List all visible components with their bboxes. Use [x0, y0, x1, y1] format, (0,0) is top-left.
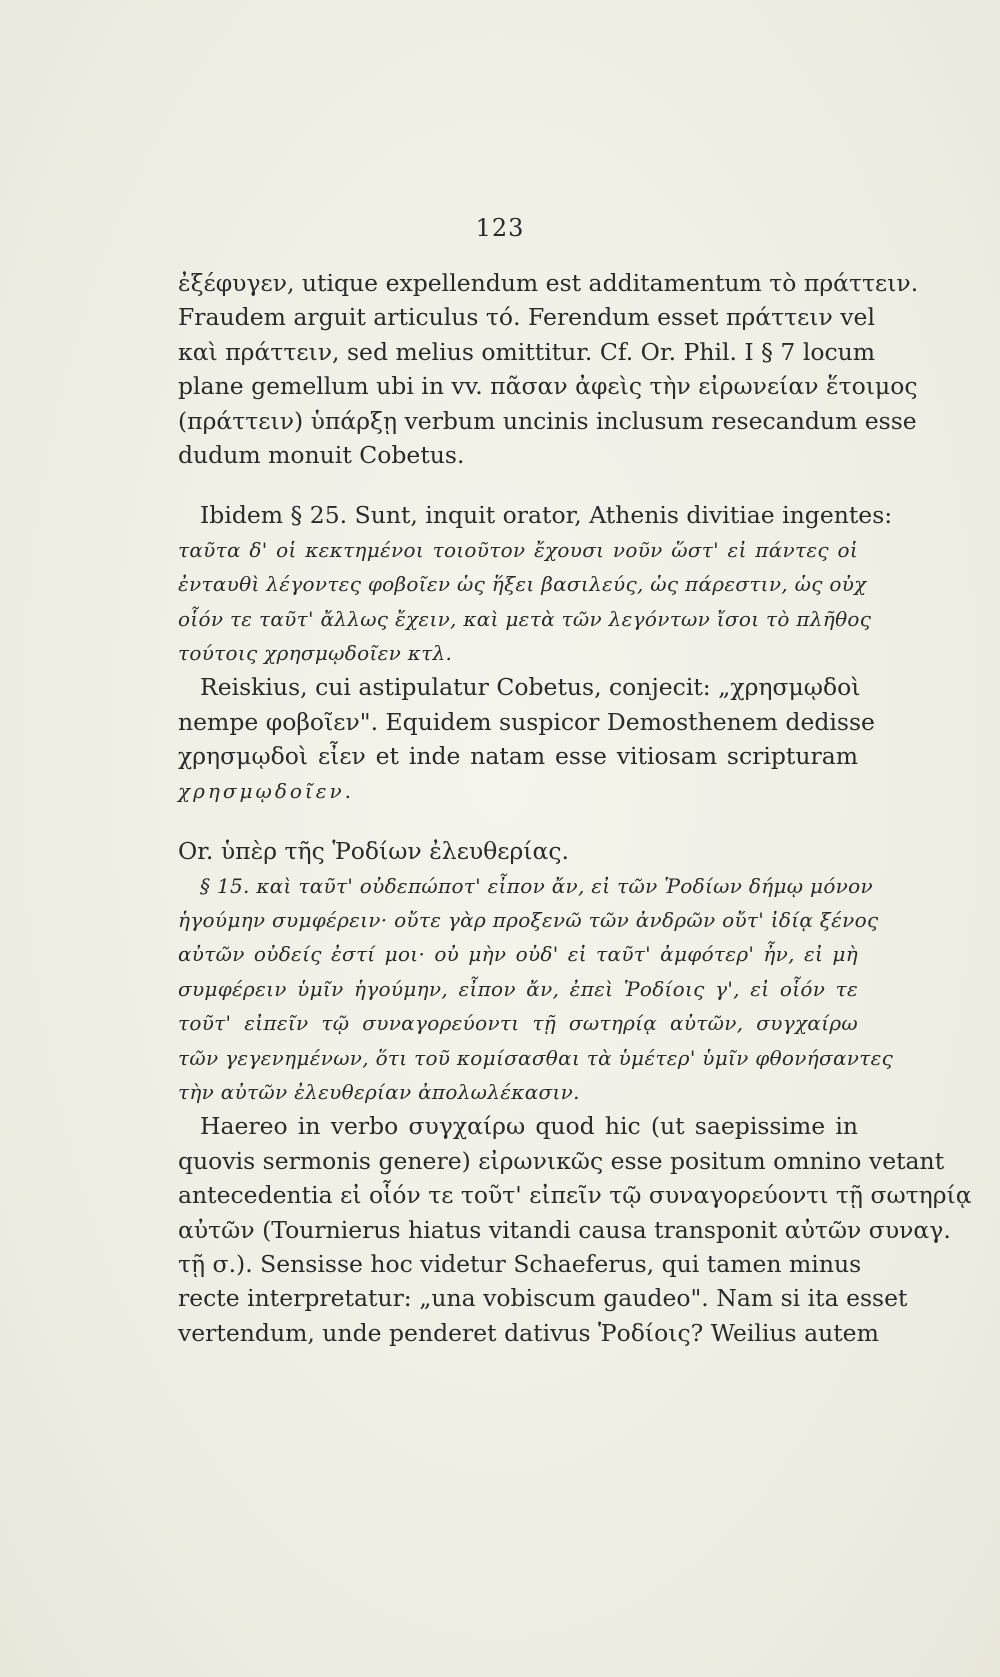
text-line: (πράττειν) ὑπάρξῃ verbum uncinis inclusum resecandum esse	[178, 406, 917, 435]
page-number: 123	[475, 214, 525, 242]
text-line: Fraudem arguit articulus τό. Ferendum esset πράττειν vel	[178, 303, 875, 332]
section-gap	[178, 808, 858, 834]
greek-quote-line: τὴν αὐτῶν ἐλευθερίαν ἀπολωλέκασιν.	[178, 1079, 580, 1104]
greek-quote-line: συμφέρειν ὑμῖν ἡγούμην, εἶπον ἄν, ἐπεὶ Ῥοδίοις γ', εἰ οἷόν τε	[178, 976, 858, 1001]
text-line: plane gemellum ubi in vv. πᾶσαν ἀφεὶς τὴν εἰρωνείαν ἕτοιμος	[178, 372, 918, 401]
greek-quote-line: αὐτῶν οὐδείς ἐστί μοι· οὐ μὴν οὐδ' εἰ ταῦτ' ἀμφότερ' ἦν, εἰ μὴ	[178, 942, 858, 967]
text-line: recte interpretatur: „una vobiscum gaudeo". Nam si ita esset	[178, 1284, 908, 1313]
text-line: dudum monuit Cobetus.	[178, 441, 465, 470]
paragraph-gap	[178, 472, 858, 498]
greek-quote-line: ταῦτα δ' οἱ κεκτημένοι τοιοῦτον ἔχουσι νοῦν ὥστ' εἰ πάντες οἱ	[178, 537, 858, 562]
greek-quote-line: ἡγούμην συμφέρειν· οὔτε γὰρ προξενῶ τῶν ἀνδρῶν οὔτ' ἰδίᾳ ξένος	[178, 907, 879, 932]
text-line: Ibidem § 25. Sunt, inquit orator, Athenis divitiae ingentes:	[200, 501, 893, 530]
text-line: Haereo in verbo συγχαίρω quod hic (ut saepissime in	[200, 1112, 858, 1141]
text-line: Reiskius, cui astipulatur Cobetus, conjecit: „χρησμῳδοὶ	[200, 673, 861, 702]
text-line: καὶ πράττειν, sed melius omittitur. Cf. Or. Phil. I § 7 locum	[178, 337, 876, 366]
greek-quote-line: ἐνταυθὶ λέγοντες φοβοῖεν ὡς ἥξει βασιλεύς, ὡς πάρεστιν, ὡς οὐχ	[178, 572, 867, 597]
greek-word-line: χρησμῳδοῖεν.	[178, 778, 354, 803]
text-line: antecedentia εἰ οἷόν τε τοῦτ' εἰπεῖν τῷ συναγορεύοντι τῇ σωτηρίᾳ	[178, 1181, 972, 1210]
text-line: χρησμῳδοὶ εἶεν et inde natam esse vitiosam scripturam	[178, 742, 858, 771]
text-line: nempe φοβοῖεν". Equidem suspicor Demosthenem dedisse	[178, 707, 875, 736]
greek-quote-line: οἷόν τε ταῦτ' ἄλλως ἔχειν, καὶ μετὰ τῶν λεγόντων ἴσοι τὸ πλῆθος	[178, 606, 872, 631]
greek-quote-line: τοῦτ' εἰπεῖν τῷ συναγορεύοντι τῇ σωτηρίᾳ αὐτῶν, συγχαίρω	[178, 1011, 858, 1036]
text-line: αὐτῶν (Tournierus hiatus vitandi causa transponit αὐτῶν συναγ.	[178, 1215, 951, 1244]
greek-quote-line: τούτοις χρησμῳδοῖεν κτλ.	[178, 641, 453, 666]
text-line: ἐξέφυγεν, utique expellendum est additamentum τὸ πράττειν.	[178, 269, 919, 297]
greek-quote-line: τῶν γεγενημένων, ὅτι τοῦ κομίσασθαι τὰ ὑμέτερ' ὑμῖν φθονήσαντες	[178, 1045, 894, 1070]
text-line: vertendum, unde penderet dativus Ῥοδίοις? Weilius autem	[178, 1318, 879, 1347]
greek-quote-line: § 15. καὶ ταῦτ' οὐδεπώποτ' εἶπον ἄν, εἰ τῶν Ῥοδίων δήμῳ μόνον	[200, 873, 873, 898]
section-heading: Or. ὑπὲρ τῆς Ῥοδίων ἐλευθερίας.	[178, 837, 570, 866]
text-line: τῇ σ.). Sensisse hoc videtur Schaeferus, qui tamen minus	[178, 1249, 862, 1278]
text-line: quovis sermonis genere) εἰρωνικῶς esse positum omnino vetant	[178, 1146, 945, 1175]
body-text	[178, 266, 972, 1350]
